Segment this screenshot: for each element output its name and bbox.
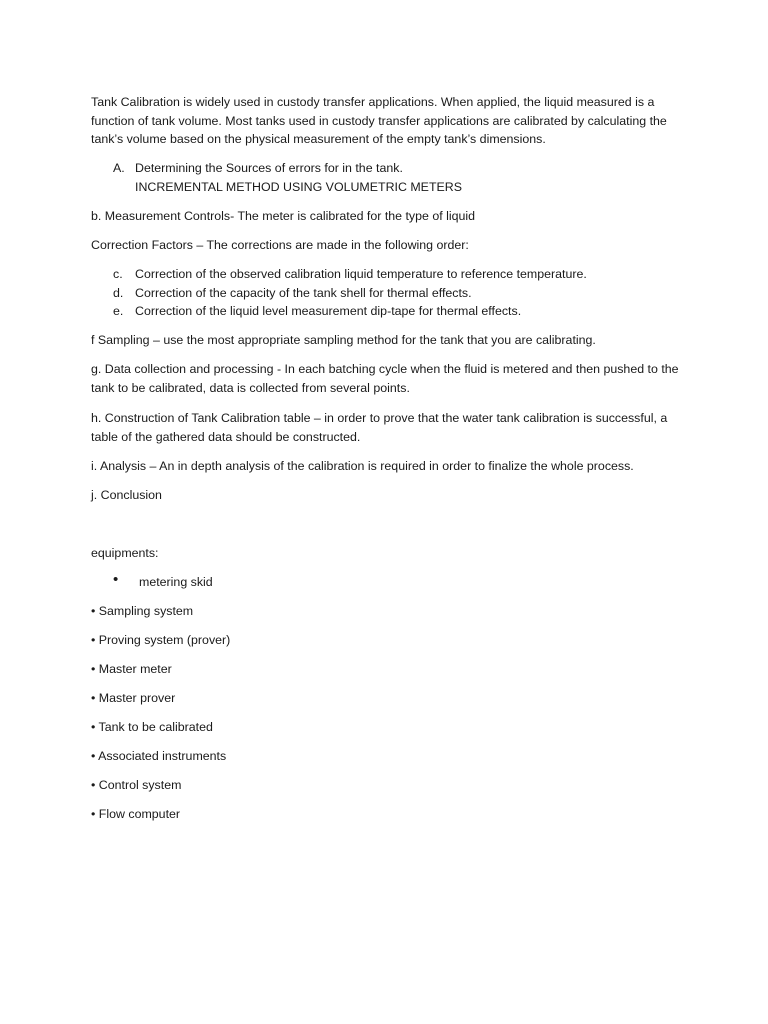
list-item: • Associated instruments: [91, 749, 227, 763]
list-item: • Master prover: [91, 691, 176, 705]
paragraph-f: f Sampling – use the most appropriate sampling method for the tank that you are calibrating.: [91, 333, 596, 347]
paragraph-h: h. Construction of Tank Calibration table – in order to prove that the water tank calibration is successful, a table of the gathered data should be constructed.: [91, 411, 668, 444]
bullet-icon: •: [113, 571, 119, 588]
list-item: • Tank to be calibrated: [91, 720, 213, 734]
list-item: • Control system: [91, 778, 182, 792]
list-marker-d: d.: [113, 286, 124, 300]
list-item: • Master meter: [91, 662, 172, 676]
intro-paragraph: Tank Calibration is widely used in custody transfer applications. When applied, the liquid measured is a function of tank volume. Most tanks used in custody transfer applications are calibrated by calculating the tank’s volume based on the physical measurement of the empty tank’s dimensions.: [91, 95, 667, 146]
paragraph-j: j. Conclusion: [91, 488, 162, 502]
list-item: • Proving system (prover): [91, 633, 231, 647]
list-text-c: Correction of the observed calibration liquid temperature to reference temperature.: [135, 267, 587, 281]
correction-factors-paragraph: Correction Factors – The corrections are made in the following order:: [91, 238, 469, 252]
list-item: • Flow computer: [91, 807, 181, 821]
list-text-d: Correction of the capacity of the tank shell for thermal effects.: [135, 286, 472, 300]
list-marker-e: e.: [113, 304, 124, 318]
list-marker-c: c.: [113, 267, 123, 281]
list-text-a: Determining the Sources of errors for in the tank.: [135, 161, 403, 175]
equipment-item-label: metering skid: [139, 575, 213, 589]
equipments-heading: equipments:: [91, 546, 159, 560]
list-item: • Sampling system: [91, 604, 194, 618]
list-subtext-a: INCREMENTAL METHOD USING VOLUMETRIC METERS: [135, 180, 462, 194]
list-marker-a: A.: [113, 161, 125, 175]
paragraph-b: b. Measurement Controls- The meter is calibrated for the type of liquid: [91, 209, 476, 223]
paragraph-i: i. Analysis – An in depth analysis of the calibration is required in order to finalize the whole process.: [91, 459, 634, 473]
paragraph-g: g. Data collection and processing - In each batching cycle when the fluid is metered and then pushed to the tank to be calibrated, data is collected from several points.: [91, 362, 679, 395]
list-text-e: Correction of the liquid level measurement dip-tape for thermal effects.: [135, 304, 522, 318]
